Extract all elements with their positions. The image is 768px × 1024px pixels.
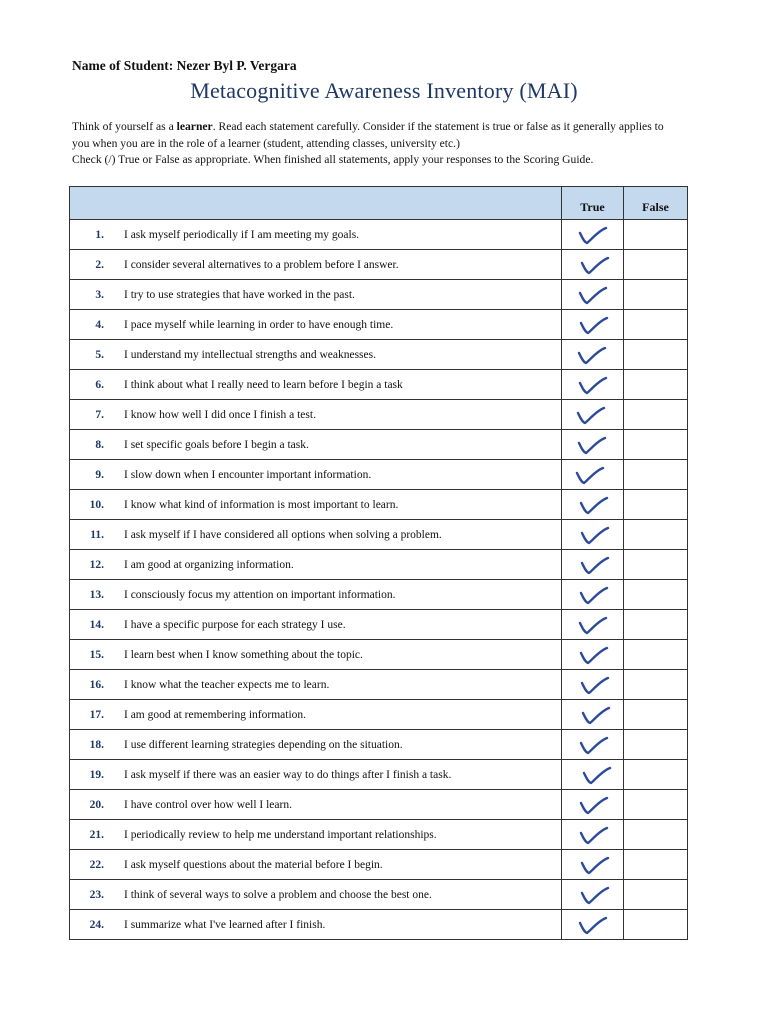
true-cell[interactable] — [562, 670, 624, 700]
instructions-line2: Check (/) True or False as appropriate. When finished all statements, apply your responses to the Scoring Guide. — [72, 153, 594, 166]
true-cell[interactable] — [562, 310, 624, 340]
table-row — [70, 760, 688, 790]
table-row — [70, 550, 688, 580]
item-statement: I have a specific purpose for each strategy I use. — [124, 618, 346, 631]
instructions — [72, 119, 672, 169]
statement-cell — [70, 550, 562, 580]
true-cell[interactable] — [562, 610, 624, 640]
statement-cell — [70, 460, 562, 490]
item-statement: I know how well I did once I finish a test. — [124, 408, 316, 421]
item-statement: I ask myself if there was an easier way to do things after I finish a task. — [124, 768, 452, 781]
table-row — [70, 250, 688, 280]
statement-cell — [70, 730, 562, 760]
statement-cell — [70, 580, 562, 610]
table-row — [70, 880, 688, 910]
checkmark-icon — [578, 673, 612, 697]
checkmark-icon — [575, 343, 609, 367]
table-header-row — [70, 187, 688, 220]
table-row — [70, 430, 688, 460]
false-cell[interactable] — [624, 730, 688, 760]
item-statement: I use different learning strategies depending on the situation. — [124, 738, 403, 751]
true-cell[interactable] — [562, 760, 624, 790]
false-cell[interactable] — [624, 670, 688, 700]
false-cell[interactable] — [624, 790, 688, 820]
item-statement: I know what the teacher expects me to learn. — [124, 678, 330, 691]
true-cell[interactable] — [562, 880, 624, 910]
true-cell[interactable] — [562, 370, 624, 400]
item-statement: I understand my intellectual strengths and weaknesses. — [124, 348, 376, 361]
table-row — [70, 790, 688, 820]
statement-cell — [70, 700, 562, 730]
instructions-line1-pre: Think of yourself as a — [72, 120, 177, 133]
statement-cell — [70, 220, 562, 250]
table-row — [70, 220, 688, 250]
header-statement — [70, 187, 562, 220]
table-row — [70, 730, 688, 760]
table-row — [70, 820, 688, 850]
statement-cell — [70, 340, 562, 370]
true-cell[interactable] — [562, 640, 624, 670]
checkmark-icon — [577, 583, 611, 607]
statement-cell — [70, 490, 562, 520]
student-label: Name of Student: — [72, 58, 174, 73]
true-cell[interactable] — [562, 550, 624, 580]
item-number: 6. — [95, 378, 104, 391]
table-row — [70, 670, 688, 700]
item-statement: I summarize what I've learned after I finish. — [124, 918, 326, 931]
false-cell[interactable] — [624, 310, 688, 340]
true-cell[interactable] — [562, 910, 624, 940]
mai-table — [69, 186, 688, 940]
statement-cell — [70, 790, 562, 820]
table-row — [70, 400, 688, 430]
false-cell[interactable] — [624, 220, 688, 250]
statement-cell — [70, 640, 562, 670]
true-cell[interactable] — [562, 460, 624, 490]
item-number: 2. — [95, 258, 104, 271]
table-row — [70, 520, 688, 550]
true-cell[interactable] — [562, 730, 624, 760]
table-row — [70, 640, 688, 670]
checkmark-icon — [573, 463, 607, 487]
item-number: 15. — [89, 648, 104, 661]
item-number: 24. — [89, 918, 104, 931]
false-cell[interactable] — [624, 280, 688, 310]
table-row — [70, 580, 688, 610]
true-cell[interactable] — [562, 400, 624, 430]
item-statement: I ask myself if I have considered all options when solving a problem. — [124, 528, 442, 541]
item-statement: I consider several alternatives to a problem before I answer. — [124, 258, 399, 271]
item-statement: I think about what I really need to learn before I begin a task — [124, 378, 403, 391]
statement-cell — [70, 880, 562, 910]
item-statement: I learn best when I know something about the topic. — [124, 648, 363, 661]
item-number: 4. — [95, 318, 104, 331]
false-cell[interactable] — [624, 580, 688, 610]
item-statement: I pace myself while learning in order to have enough time. — [124, 318, 394, 331]
false-cell[interactable] — [624, 850, 688, 880]
table-row — [70, 460, 688, 490]
false-cell[interactable] — [624, 550, 688, 580]
table-row — [70, 310, 688, 340]
table-row — [70, 850, 688, 880]
statement-cell — [70, 910, 562, 940]
page-title: Metacognitive Awareness Inventory (MAI) — [190, 78, 578, 103]
false-cell[interactable] — [624, 820, 688, 850]
statement-cell — [70, 310, 562, 340]
item-number: 21. — [89, 828, 104, 841]
table-row — [70, 610, 688, 640]
statement-cell — [70, 250, 562, 280]
item-statement: I periodically review to help me understand important relationships. — [124, 828, 437, 841]
true-cell[interactable] — [562, 790, 624, 820]
checkmark-icon — [577, 313, 611, 337]
false-cell[interactable] — [624, 610, 688, 640]
item-statement: I consciously focus my attention on important information. — [124, 588, 396, 601]
statement-cell — [70, 280, 562, 310]
statement-cell — [70, 400, 562, 430]
item-number: 1. — [95, 228, 104, 241]
item-number: 3. — [95, 288, 104, 301]
checkmark-icon — [577, 733, 611, 757]
true-cell[interactable] — [562, 340, 624, 370]
checkmark-icon — [576, 613, 610, 637]
item-number: 10. — [89, 498, 104, 511]
table-row — [70, 280, 688, 310]
false-cell[interactable] — [624, 700, 688, 730]
checkmark-icon — [578, 553, 612, 577]
false-cell[interactable] — [624, 760, 688, 790]
checkmark-icon — [576, 373, 610, 397]
item-number: 23. — [89, 888, 104, 901]
instructions-line1-bold: learner — [176, 120, 213, 133]
item-statement: I am good at remembering information. — [124, 708, 307, 721]
checkmark-icon — [579, 703, 613, 727]
false-cell[interactable] — [624, 340, 688, 370]
checkmark-icon — [574, 403, 608, 427]
false-cell[interactable] — [624, 910, 688, 940]
checkmark-icon — [577, 493, 611, 517]
item-statement: I try to use strategies that have worked in the past. — [124, 288, 355, 301]
false-cell[interactable] — [624, 520, 688, 550]
checkmark-icon — [577, 793, 611, 817]
true-cell[interactable] — [562, 220, 624, 250]
statement-cell — [70, 820, 562, 850]
item-number: 5. — [95, 348, 104, 361]
item-statement: I think of several ways to solve a problem and choose the best one. — [124, 888, 432, 901]
checkmark-icon — [578, 853, 612, 877]
student-name-line — [72, 58, 297, 74]
statement-cell — [70, 430, 562, 460]
item-statement: I set specific goals before I begin a task. — [124, 438, 309, 451]
statement-cell — [70, 610, 562, 640]
instructions-line1-post: . Read each statement carefully. Consider if the statement is true or false as it generally applies to you when you are in the role of a learner (student, attending classes, university etc.) — [72, 120, 664, 150]
true-cell[interactable] — [562, 280, 624, 310]
item-number: 16. — [89, 678, 104, 691]
item-statement: I ask myself questions about the material before I begin. — [124, 858, 383, 871]
statement-cell — [70, 370, 562, 400]
item-statement: I have control over how well I learn. — [124, 798, 292, 811]
item-number: 12. — [89, 558, 104, 571]
item-number: 7. — [95, 408, 104, 421]
header-true: True — [562, 187, 624, 220]
checkmark-icon — [575, 433, 609, 457]
checkmark-icon — [576, 913, 610, 937]
statement-cell — [70, 850, 562, 880]
false-cell[interactable] — [624, 640, 688, 670]
item-number: 19. — [89, 768, 104, 781]
header-false: False — [624, 187, 688, 220]
statement-cell — [70, 520, 562, 550]
item-number: 20. — [89, 798, 104, 811]
statement-cell — [70, 670, 562, 700]
checkmark-icon — [576, 223, 610, 247]
table-row — [70, 340, 688, 370]
true-cell[interactable] — [562, 250, 624, 280]
true-cell[interactable] — [562, 430, 624, 460]
false-cell[interactable] — [624, 430, 688, 460]
false-cell[interactable] — [624, 490, 688, 520]
true-cell[interactable] — [562, 490, 624, 520]
table-row — [70, 910, 688, 940]
checkmark-icon — [580, 763, 614, 787]
false-cell[interactable] — [624, 400, 688, 430]
table-row — [70, 370, 688, 400]
item-statement: I know what kind of information is most important to learn. — [124, 498, 399, 511]
checkmark-icon — [577, 643, 611, 667]
item-number: 18. — [89, 738, 104, 751]
table-body — [70, 220, 688, 940]
checkmark-icon — [578, 883, 612, 907]
checkmark-icon — [578, 253, 612, 277]
false-cell[interactable] — [624, 460, 688, 490]
true-cell[interactable] — [562, 850, 624, 880]
item-statement: I slow down when I encounter important information. — [124, 468, 372, 481]
table-row — [70, 700, 688, 730]
checkmark-icon — [578, 523, 612, 547]
item-statement: I ask myself periodically if I am meeting my goals. — [124, 228, 360, 241]
true-cell[interactable] — [562, 820, 624, 850]
item-number: 9. — [95, 468, 104, 481]
true-cell[interactable] — [562, 580, 624, 610]
false-cell[interactable] — [624, 250, 688, 280]
false-cell[interactable] — [624, 370, 688, 400]
false-cell[interactable] — [624, 880, 688, 910]
item-statement: I am good at organizing information. — [124, 558, 294, 571]
item-number: 17. — [89, 708, 104, 721]
student-name: Nezer Byl P. Vergara — [176, 58, 297, 73]
true-cell[interactable] — [562, 520, 624, 550]
true-cell[interactable] — [562, 700, 624, 730]
item-number: 8. — [95, 438, 104, 451]
item-number: 14. — [89, 618, 104, 631]
item-number: 13. — [89, 588, 104, 601]
table-row — [70, 490, 688, 520]
item-number: 22. — [89, 858, 104, 871]
statement-cell — [70, 760, 562, 790]
checkmark-icon — [576, 283, 610, 307]
item-number: 11. — [90, 528, 104, 541]
checkmark-icon — [577, 823, 611, 847]
